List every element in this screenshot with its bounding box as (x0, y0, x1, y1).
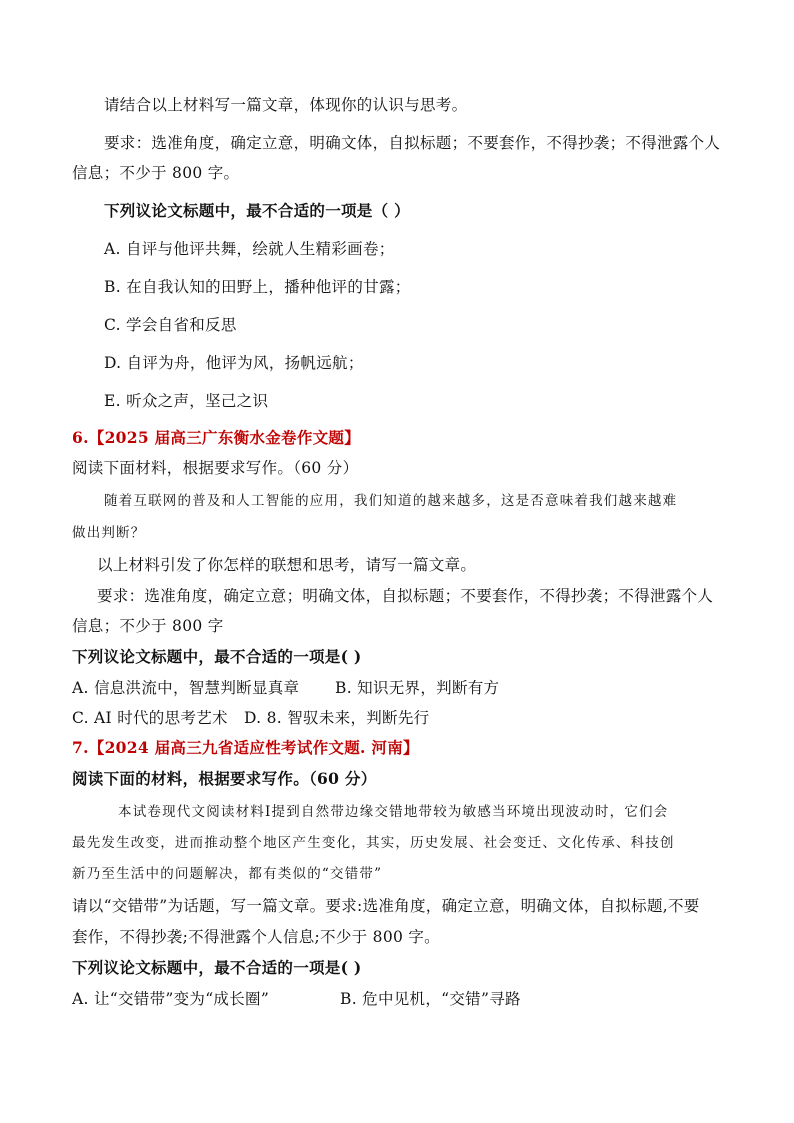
option-b: B. 在自我认知的田野上，播种他评的甘露； (104, 278, 411, 296)
question-7-question: 下列议论文标题中，最不合适的一项是( ) (72, 958, 362, 977)
question-6-question: 下列议论文标题中，最不合适的一项是( ) (72, 647, 362, 666)
requirement-line-2: 信息；不少于 800 字。 (72, 164, 240, 182)
question-7-prompt-line-1: 请以“交错带”为话题，写一篇文章。要求:选准角度，确定立意，明确文体，自拟标题,不要 (72, 897, 700, 915)
option-a: A. 自评与他评共舞，绘就人生精彩画卷； (104, 240, 395, 258)
question-7-material-line-1: 本试卷现代文阅读材料Ⅰ提到自然带边缘交错地带较为敏感当环境出现波动时，它们会 (118, 804, 669, 820)
intro-text: 请结合以上材料写一篇文章，体现你的认识与思考。 (104, 96, 468, 114)
question-7-material-line-2: 最先发生改变，进而推动整个地区产生变化，其实，历史发展、社会变迁、文化传承、科技创 (72, 835, 675, 851)
requirement-line-1: 要求：选准角度，确定立意，明确文体，自拟标题；不要套作，不得抄袭；不得泄露个人 (104, 134, 721, 152)
question-6-material-line-1: 随着互联网的普及和人工智能的应用，我们知道的越来越多，这是否意味着我们越来越难 (104, 493, 678, 509)
question-6-option-c: C. AI 时代的思考艺术 (72, 709, 228, 727)
question-7-option-b: B. 危中见机，“交错”寻路 (340, 990, 521, 1008)
question-6-requirement-line-2: 信息；不少于 800 字 (72, 617, 224, 635)
option-e: E. 听众之声，坚己之识 (104, 392, 269, 410)
question-6-number: 6. (72, 428, 89, 447)
question-6-heading (72, 428, 360, 448)
question-7-prompt-line-2: 套作，不得抄袭;不得泄露个人信息;不少于 800 字。 (72, 928, 440, 946)
question-6-option-b: B. 知识无界，判断有方 (335, 679, 500, 697)
question-7-number: 7. (72, 738, 89, 757)
question-6-material-line-2: 做出判断？ (72, 525, 146, 541)
question-6-source: 【2025 届高三广东衡水金卷作文题】 (88, 428, 361, 447)
question-6-option-a: A. 信息洪流中，智慧判断显真章 (72, 679, 300, 697)
option-c: C. 学会自省和反思 (104, 316, 237, 334)
question-7-instruction: 阅读下面的材料，根据要求写作。（60 分） (72, 769, 377, 788)
question-7-source: 【2024 届高三九省适应性考试作文题. 河南】 (88, 738, 419, 757)
question-6-prompt: 以上材料引发了你怎样的联想和思考，请写一篇文章。 (97, 556, 477, 574)
question-7-option-a: A. 让“交错带”变为“成长圈” (72, 990, 270, 1008)
question-text: 下列议论文标题中，最不合适的一项是（ ） (104, 201, 410, 220)
question-6-option-d: D. 8. 智驭未来，判断先行 (244, 709, 430, 727)
option-d: D. 自评为舟，他评为风，扬帆远航； (104, 354, 364, 372)
question-7-material-line-3: 新乃至生活中的问题解决，都有类似的“交错带” (72, 866, 383, 882)
question-6-instruction: 阅读下面材料，根据要求写作。（60 分） (72, 459, 359, 477)
question-7-heading (72, 738, 419, 758)
question-6-requirement-line-1: 要求：选准角度，确定立意；明确文体，自拟标题；不要套作，不得抄袭；不得泄露个人 (97, 587, 714, 605)
